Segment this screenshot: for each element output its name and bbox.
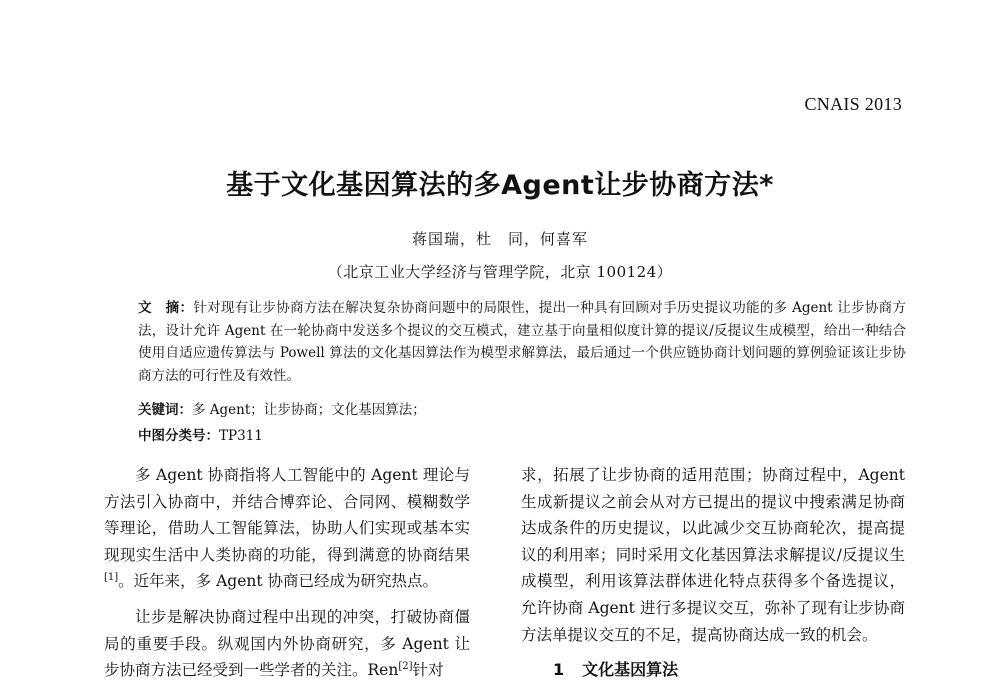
keywords <box>138 400 426 420</box>
body-text: 让步是解决协商过程中出现的冲突，打破协商僵局的重要手段。纵观国内外协商研究，多 Agent 让步协商方法已经受到一些学者的关注。Ren <box>104 607 470 680</box>
body-paragraph <box>104 604 470 684</box>
body-text: 多 Agent 协商指将人工智能中的 Agent 理论与方法引入协商中，并结合博弈论、合同网、模糊数学等理论，借助人工智能算法，协助人们实现或基本实现现实生活中人类协商的功能，得到满意的协商结果 <box>104 466 470 564</box>
body-paragraph <box>104 462 470 595</box>
classification-label: 中图分类号： <box>138 428 219 444</box>
keywords-text: 多 Agent；让步协商；文化基因算法； <box>192 402 426 418</box>
abstract-label: 文 摘： <box>138 300 194 316</box>
paper-authors: 蒋国瑞，杜 同，何喜军 <box>411 230 588 248</box>
section-title: 文化基因算法 <box>582 660 679 680</box>
classification-text: TP311 <box>219 428 263 444</box>
citation-ref: [2] <box>398 661 413 672</box>
paper-affiliation: （北京工业大学经济与管理学院，北京 100124） <box>327 263 673 281</box>
journal-label: CNAIS 2013 <box>804 94 902 114</box>
classification <box>138 426 263 446</box>
keywords-label: 关键词： <box>138 402 192 418</box>
body-left-column <box>104 462 470 684</box>
section-number: 1 <box>553 660 565 680</box>
body-text: 。近年来，多 Agent 协商已经成为研究热点。 <box>118 572 439 591</box>
paper-title: 基于文化基因算法的多Agent让步协商方法* <box>226 170 774 201</box>
body-paragraph: 求，拓展了让步协商的适用范围；协商过程中，Agent 生成新提议之前会从对方已提出的提议中搜索满足协商达成条件的历史提议，以此减少交互协商轮次，提高提议的利用率；同时采用文化基因算法求解提议/反提议生成模型，利用该算法群体进化特点获得多个备选提议，允许协商 Agent 进行多提议交互，弥补了现有让步协商方法单提议交互的不足，提高协商达成一致的机会。 <box>521 466 905 644</box>
abstract <box>138 297 906 387</box>
body-text: 针对 <box>412 661 444 680</box>
body-right-column <box>521 462 905 684</box>
abstract-text: 针对现有让步协商方法在解决复杂协商问题中的局限性，提出一种具有回顾对手历史提议功能的多 Agent 让步协商方法，设计允许 Agent 在一轮协商中发送多个提议的交互模式，建立基于向量相似度计算的提议/反提议生成模型，给出一种结合使用自适应遗传算法与 Powell 算法的文化基因算法作为模型求解算法，最后通过一个供应链协商计划问题的算例验证该让步协商方法的可行性及有效性。 <box>138 300 906 384</box>
section-heading <box>521 657 905 684</box>
citation-ref: [1] <box>104 572 119 584</box>
